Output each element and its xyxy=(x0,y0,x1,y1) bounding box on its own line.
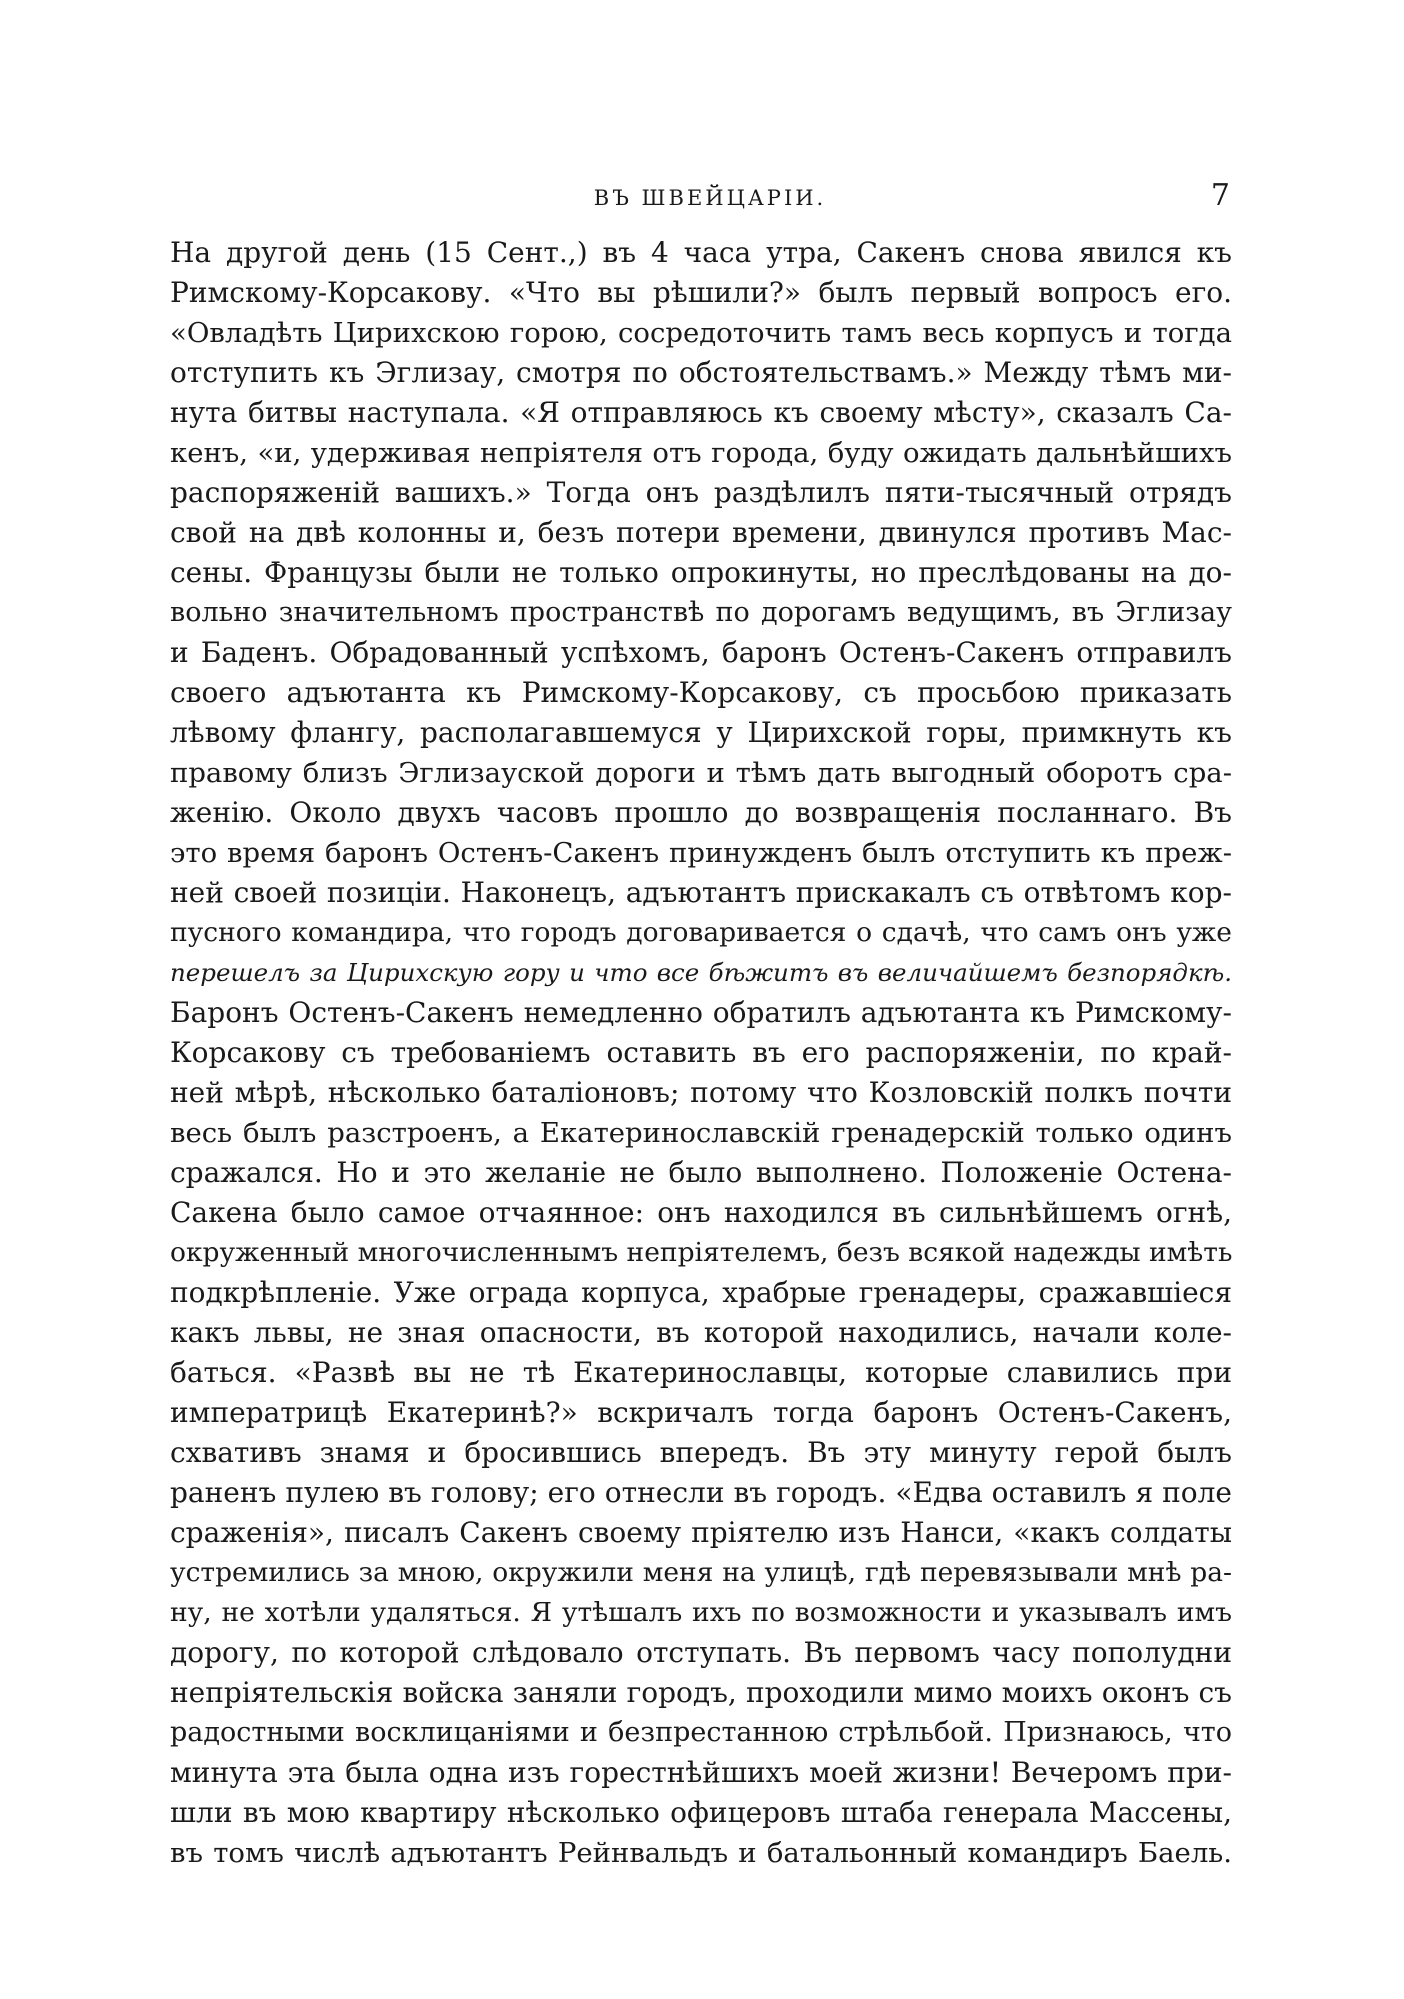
page-number: 7 xyxy=(1210,178,1230,213)
text-line: баться. «Развѣ вы не тѣ Екатеринославцы, которые славились при xyxy=(170,1356,1232,1389)
text-line: дорогу, по которой слѣдовало отступать. Въ первомъ часу пополудни xyxy=(170,1636,1232,1669)
text-line: отступить къ Эглизау, смотря по обстоятельствамъ.» Между тѣмъ ми- xyxy=(170,356,1232,389)
text-line: Баронъ Остенъ-Сакенъ немедленно обратилъ адъютанта къ Римскому- xyxy=(170,996,1232,1029)
text-line: сражался. Но и это желаніе не было выполнено. Положеніе Остена- xyxy=(170,1156,1232,1189)
text-line: «Овладѣть Цирихскою горою, сосредоточить тамъ весь корпусъ и тогда xyxy=(170,317,1232,349)
text-line: Корсакову съ требованіемъ оставить въ его распоряженіи, по край- xyxy=(170,1036,1232,1069)
text-line: сены. Французы были не только опрокинуты, но преслѣдованы на до- xyxy=(170,556,1232,589)
text-line: какъ львы, не зная опасности, въ которой находились, начали коле- xyxy=(170,1316,1232,1349)
text-line: радостными восклицаніями и безпрестанною стрѣльбой. Признаюсь, что xyxy=(170,1717,1232,1748)
text-line: раненъ пулею въ голову; его отнесли въ городъ. «Едва оставилъ я поле xyxy=(170,1476,1232,1509)
text-line: правому близъ Эглизауской дороги и тѣмъ дать выгодный оборотъ сра- xyxy=(170,757,1232,789)
body-text xyxy=(170,233,1232,1873)
text-line: окруженный многочисленнымъ непріятелемъ, безъ всякой надежды имѣть xyxy=(170,1237,1232,1268)
text-line: шли въ мою квартиру нѣсколько офицеровъ штаба генерала Массены, xyxy=(170,1796,1232,1829)
running-header xyxy=(0,178,1404,218)
text-line: женію. Около двухъ часовъ прошло до возвращенія посланнаго. Въ xyxy=(170,796,1232,829)
text-line: пусного командира, что городъ договаривается о сдачѣ, что самъ онъ уже xyxy=(170,917,1232,948)
text-line: въ томъ числѣ адъютантъ Рейнвальдъ и батальонный командиръ Баель. xyxy=(170,1837,1232,1869)
text-line: Римскому-Корсакову. «Что вы рѣшили?» былъ первый вопросъ его. xyxy=(170,276,1232,309)
text-line: устремились за мною, окружили меня на улицѣ, гдѣ перевязывали мнѣ ра- xyxy=(170,1557,1232,1588)
text-line: схвативъ знамя и бросившись впередъ. Въ эту минуту герой былъ xyxy=(170,1436,1232,1469)
text-line: императрицѣ Екатеринѣ?» вскричалъ тогда баронъ Остенъ-Сакенъ, xyxy=(170,1396,1232,1429)
text-line: перешелъ за Цирихскую гору и что все бѣжитъ въ величайшемъ безпорядкѣ. xyxy=(170,958,1232,987)
text-line: это время баронъ Остенъ-Сакенъ принужденъ былъ отступить къ преж- xyxy=(170,837,1232,869)
text-line: На другой день (15 Сент.,) въ 4 часа утра, Сакенъ снова явился къ xyxy=(170,236,1232,269)
text-line: и Баденъ. Обрадованный успѣхомъ, баронъ Остенъ-Сакенъ отправилъ xyxy=(170,636,1232,669)
text-line: Сакена было самое отчаянное: онъ находился въ сильнѣйшемъ огнѣ, xyxy=(170,1196,1232,1229)
text-line: вольно значительномъ пространствѣ по дорогамъ ведущимъ, въ Эглизау xyxy=(170,597,1232,628)
text-line: непріятельскія войска заняли городъ, проходили мимо моихъ оконъ съ xyxy=(170,1676,1232,1709)
text-line: подкрѣпленіе. Уже ограда корпуса, храбрые гренадеры, сражавшіеся xyxy=(170,1276,1232,1309)
text-line: минута эта была одна изъ горестнѣйшихъ моей жизни! Вечеромъ при- xyxy=(170,1756,1232,1789)
text-line: нута битвы наступала. «Я отправляюсь къ своему мѣсту», сказалъ Са- xyxy=(170,396,1232,429)
text-line: сраженія», писалъ Сакенъ своему пріятелю изъ Нанси, «какъ солдаты xyxy=(170,1516,1232,1549)
text-line: распоряженій вашихъ.» Тогда онъ раздѣлилъ пяти-тысячный отрядъ xyxy=(170,476,1232,509)
text-line: ней своей позиціи. Наконецъ, адъютантъ прискакалъ съ отвѣтомъ кор- xyxy=(170,876,1232,909)
running-title: ВЪ ШВЕЙЦАРІИ. xyxy=(593,186,827,210)
text-line: лѣвому флангу, располагавшемуся у Цирихской горы, примкнуть къ xyxy=(170,716,1232,749)
text-line: своего адъютанта къ Римскому-Корсакову, съ просьбою приказать xyxy=(170,676,1232,709)
text-line: кенъ, «и, удерживая непріятеля отъ города, буду ожидать дальнѣйшихъ xyxy=(170,437,1232,469)
text-line: ней мѣрѣ, нѣсколько баталіоновъ; потому что Козловскій полкъ почти xyxy=(170,1076,1232,1109)
text-line: ну, не хотѣли удаляться. Я утѣшалъ ихъ по возможности и указывалъ имъ xyxy=(170,1597,1232,1628)
text-line: свой на двѣ колонны и, безъ потери времени, двинулся противъ Мас- xyxy=(170,516,1232,549)
text-line: весь былъ разстроенъ, а Екатеринославскій гренадерскій только одинъ xyxy=(170,1117,1232,1149)
